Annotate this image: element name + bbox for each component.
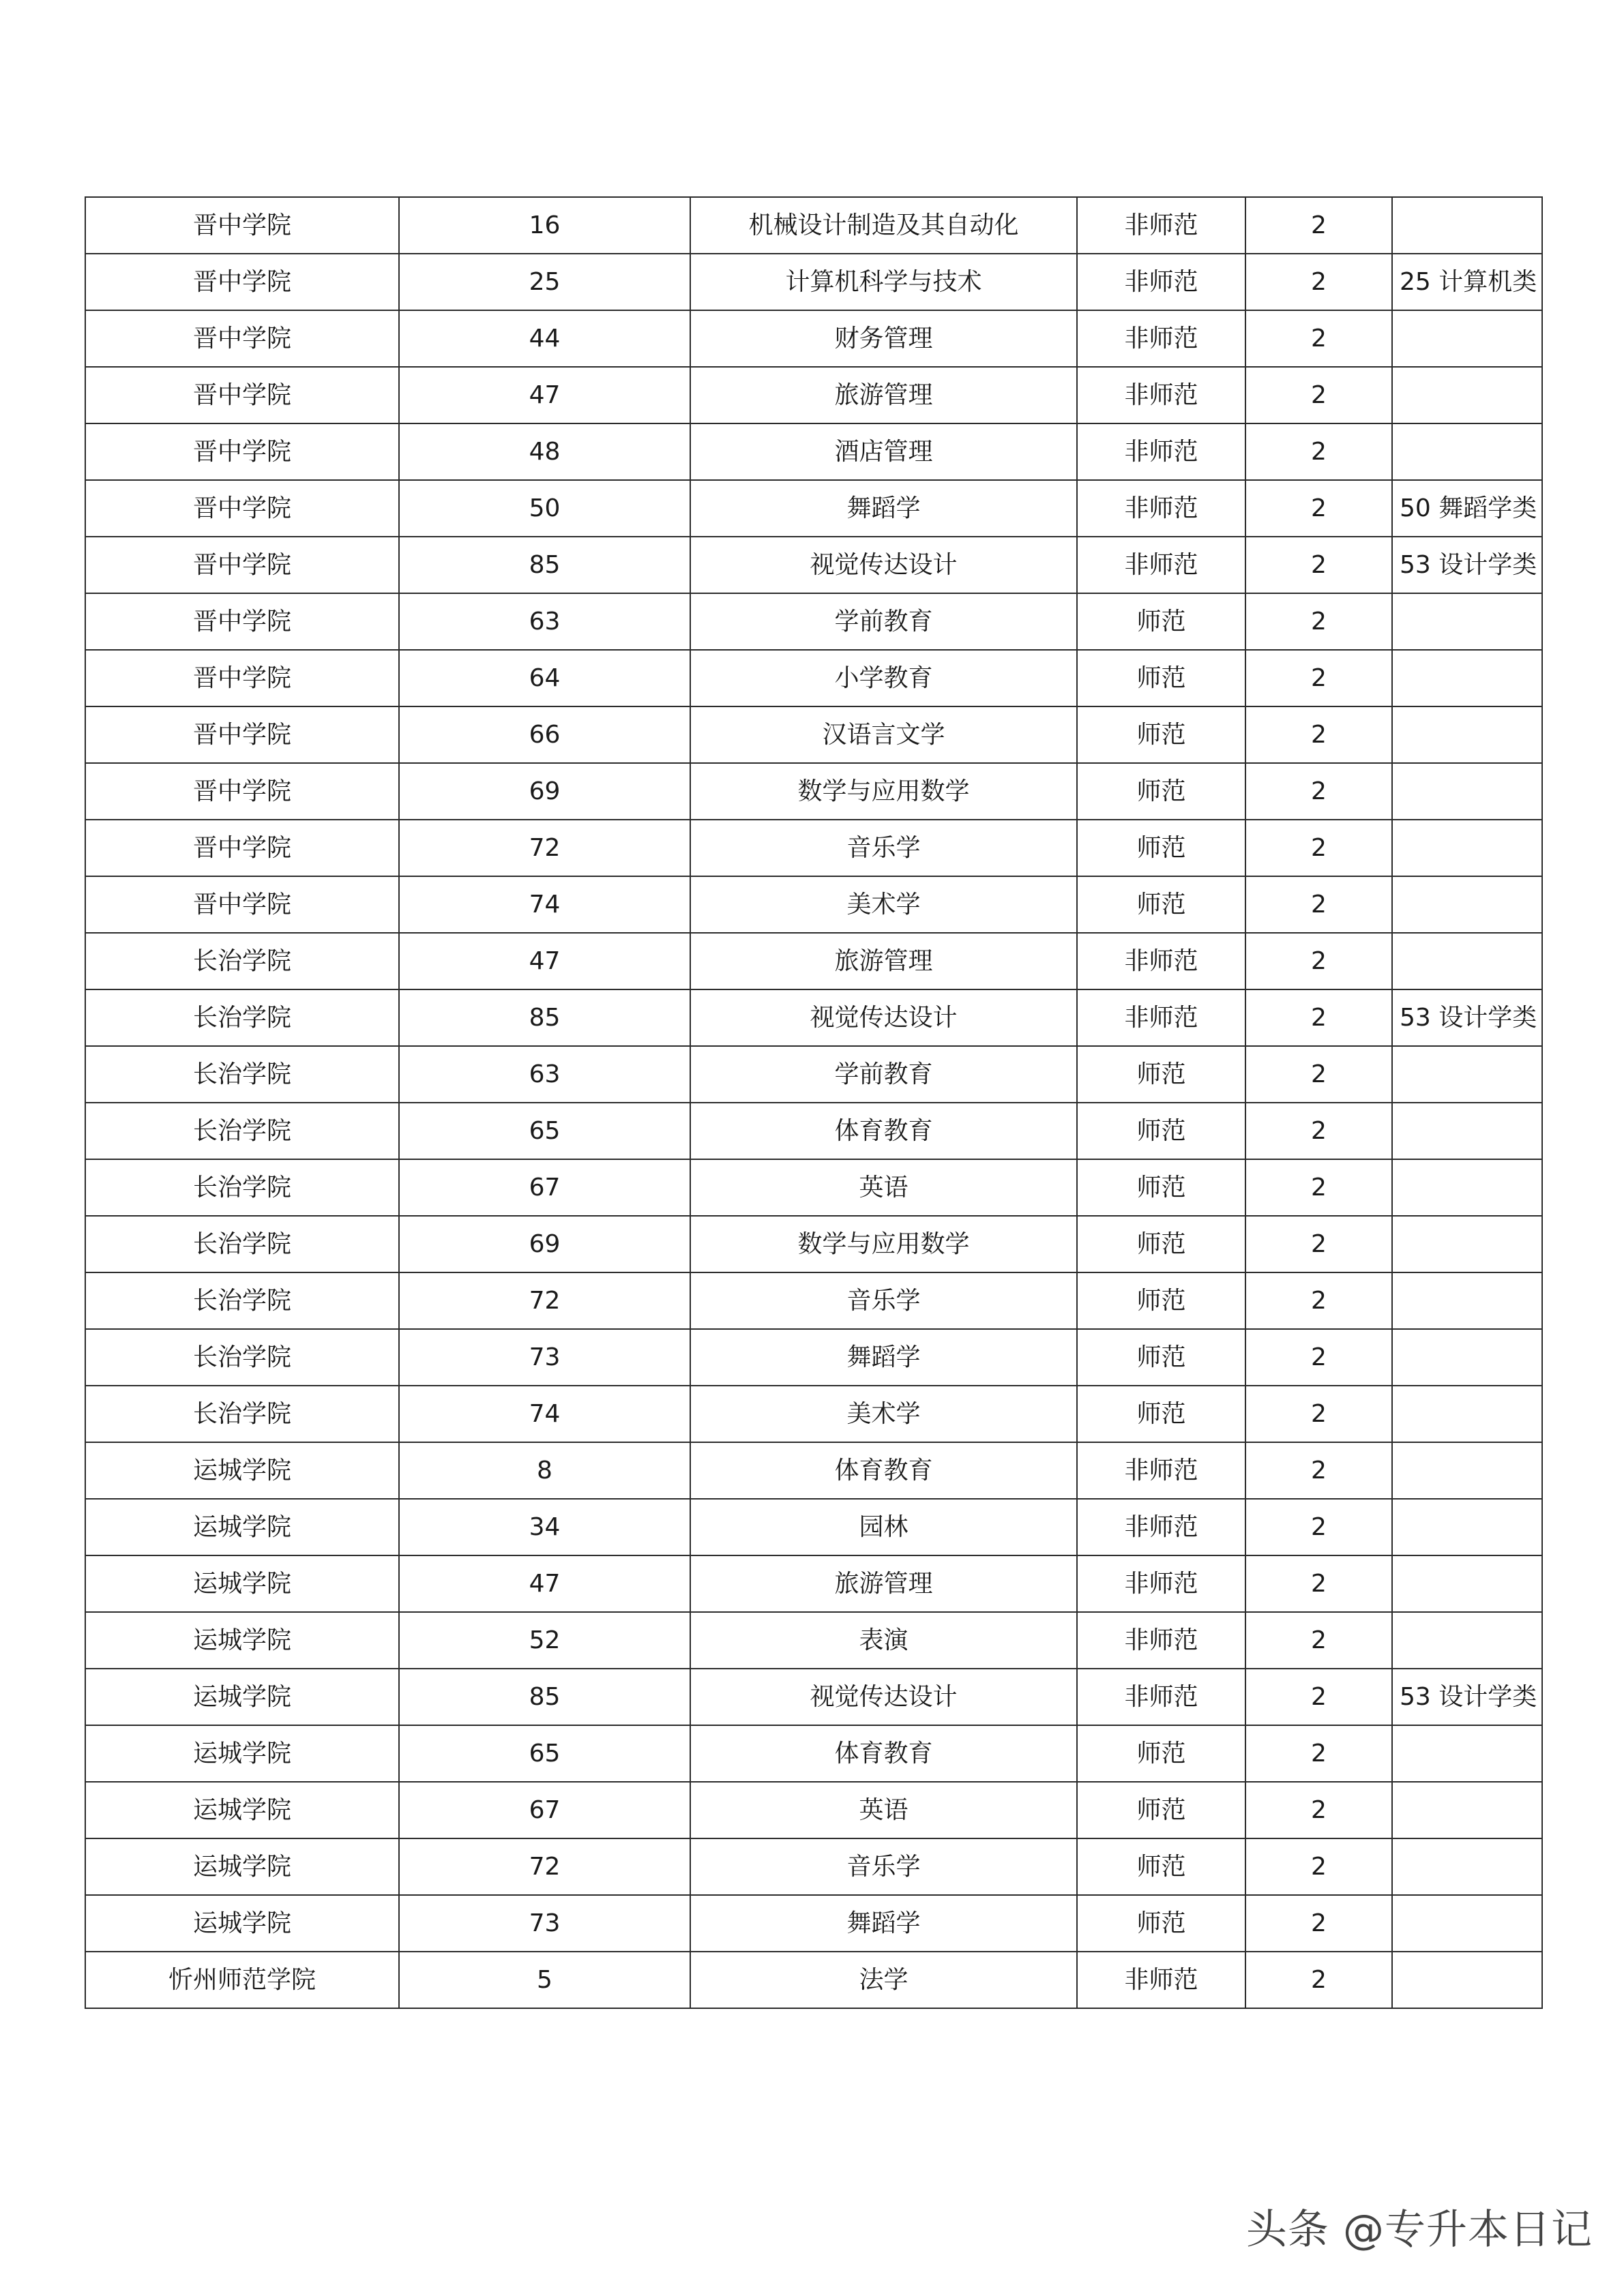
cell-major: 体育教育	[690, 1725, 1077, 1782]
table-row	[85, 1442, 1542, 1499]
cell-years: 2	[1245, 933, 1392, 989]
cell-school: 晋中学院	[85, 197, 399, 254]
cell-note	[1392, 1952, 1542, 2008]
cell-major: 财务管理	[690, 310, 1077, 367]
cell-code: 64	[399, 650, 690, 706]
cell-years: 2	[1245, 1838, 1392, 1895]
cell-years: 2	[1245, 1555, 1392, 1612]
cell-major: 计算机科学与技术	[690, 254, 1077, 310]
cell-note	[1392, 706, 1542, 763]
cell-code: 44	[399, 310, 690, 367]
cell-major: 汉语言文学	[690, 706, 1077, 763]
cell-years: 2	[1245, 706, 1392, 763]
cell-major: 视觉传达设计	[690, 989, 1077, 1046]
cell-type: 非师范	[1077, 537, 1245, 593]
enrollment-table	[85, 196, 1543, 2009]
cell-code: 63	[399, 1046, 690, 1103]
cell-type: 师范	[1077, 1272, 1245, 1329]
table-row	[85, 763, 1542, 820]
table-row	[85, 1386, 1542, 1442]
cell-code: 74	[399, 876, 690, 933]
cell-code: 67	[399, 1159, 690, 1216]
cell-code: 74	[399, 1386, 690, 1442]
cell-years: 2	[1245, 989, 1392, 1046]
cell-type: 师范	[1077, 1895, 1245, 1952]
cell-school: 运城学院	[85, 1555, 399, 1612]
table-row	[85, 1725, 1542, 1782]
table-row	[85, 367, 1542, 423]
cell-code: 8	[399, 1442, 690, 1499]
cell-code: 5	[399, 1952, 690, 2008]
cell-type: 非师范	[1077, 367, 1245, 423]
cell-type: 非师范	[1077, 1952, 1245, 2008]
table-row	[85, 933, 1542, 989]
cell-code: 85	[399, 1669, 690, 1725]
cell-type: 非师范	[1077, 989, 1245, 1046]
cell-school: 运城学院	[85, 1895, 399, 1952]
cell-note	[1392, 1612, 1542, 1669]
cell-type: 师范	[1077, 706, 1245, 763]
cell-code: 63	[399, 593, 690, 650]
cell-type: 师范	[1077, 763, 1245, 820]
cell-school: 晋中学院	[85, 423, 399, 480]
cell-note	[1392, 763, 1542, 820]
cell-years: 2	[1245, 197, 1392, 254]
cell-type: 师范	[1077, 650, 1245, 706]
cell-major: 舞蹈学	[690, 480, 1077, 537]
cell-code: 52	[399, 1612, 690, 1669]
cell-school: 运城学院	[85, 1499, 399, 1555]
cell-major: 音乐学	[690, 820, 1077, 876]
cell-years: 2	[1245, 650, 1392, 706]
cell-school: 长治学院	[85, 1216, 399, 1272]
cell-code: 47	[399, 1555, 690, 1612]
cell-code: 34	[399, 1499, 690, 1555]
cell-school: 长治学院	[85, 989, 399, 1046]
cell-note	[1392, 1272, 1542, 1329]
cell-school: 长治学院	[85, 1386, 399, 1442]
cell-school: 长治学院	[85, 1329, 399, 1386]
cell-years: 2	[1245, 1103, 1392, 1159]
cell-major: 英语	[690, 1782, 1077, 1838]
cell-code: 48	[399, 423, 690, 480]
table-row	[85, 310, 1542, 367]
cell-years: 2	[1245, 310, 1392, 367]
cell-years: 2	[1245, 1952, 1392, 2008]
table-row	[85, 1612, 1542, 1669]
cell-school: 晋中学院	[85, 254, 399, 310]
cell-major: 学前教育	[690, 593, 1077, 650]
table-row	[85, 1895, 1542, 1952]
cell-school: 晋中学院	[85, 310, 399, 367]
cell-note: 53 设计学类	[1392, 1669, 1542, 1725]
cell-major: 体育教育	[690, 1103, 1077, 1159]
cell-major: 学前教育	[690, 1046, 1077, 1103]
cell-type: 师范	[1077, 1159, 1245, 1216]
cell-code: 69	[399, 763, 690, 820]
cell-school: 运城学院	[85, 1442, 399, 1499]
table-row	[85, 1159, 1542, 1216]
cell-years: 2	[1245, 1046, 1392, 1103]
table-row	[85, 1499, 1542, 1555]
cell-note: 25 计算机类	[1392, 254, 1542, 310]
cell-major: 酒店管理	[690, 423, 1077, 480]
cell-school: 晋中学院	[85, 537, 399, 593]
cell-school: 运城学院	[85, 1782, 399, 1838]
table-row	[85, 480, 1542, 537]
cell-type: 非师范	[1077, 423, 1245, 480]
cell-major: 舞蹈学	[690, 1329, 1077, 1386]
cell-years: 2	[1245, 1782, 1392, 1838]
table-row	[85, 1838, 1542, 1895]
cell-school: 晋中学院	[85, 593, 399, 650]
cell-note	[1392, 876, 1542, 933]
cell-school: 长治学院	[85, 1046, 399, 1103]
cell-years: 2	[1245, 423, 1392, 480]
cell-note: 53 设计学类	[1392, 537, 1542, 593]
cell-type: 师范	[1077, 1329, 1245, 1386]
cell-years: 2	[1245, 1329, 1392, 1386]
cell-major: 体育教育	[690, 1442, 1077, 1499]
table-row	[85, 537, 1542, 593]
cell-note	[1392, 1555, 1542, 1612]
table-row	[85, 876, 1542, 933]
cell-type: 师范	[1077, 1725, 1245, 1782]
cell-code: 69	[399, 1216, 690, 1272]
cell-major: 表演	[690, 1612, 1077, 1669]
table-row	[85, 989, 1542, 1046]
cell-school: 晋中学院	[85, 367, 399, 423]
table-row	[85, 423, 1542, 480]
cell-note	[1392, 423, 1542, 480]
cell-years: 2	[1245, 1499, 1392, 1555]
cell-note	[1392, 1442, 1542, 1499]
cell-years: 2	[1245, 1159, 1392, 1216]
cell-major: 旅游管理	[690, 933, 1077, 989]
cell-school: 晋中学院	[85, 706, 399, 763]
cell-note: 50 舞蹈学类	[1392, 480, 1542, 537]
cell-note	[1392, 1329, 1542, 1386]
cell-school: 晋中学院	[85, 650, 399, 706]
cell-major: 美术学	[690, 876, 1077, 933]
cell-note	[1392, 367, 1542, 423]
cell-years: 2	[1245, 593, 1392, 650]
cell-school: 长治学院	[85, 1103, 399, 1159]
cell-note	[1392, 593, 1542, 650]
table-row	[85, 1555, 1542, 1612]
cell-school: 长治学院	[85, 1159, 399, 1216]
cell-major: 音乐学	[690, 1838, 1077, 1895]
cell-type: 非师范	[1077, 1669, 1245, 1725]
table-row	[85, 820, 1542, 876]
cell-type: 非师范	[1077, 1612, 1245, 1669]
cell-major: 视觉传达设计	[690, 537, 1077, 593]
cell-major: 英语	[690, 1159, 1077, 1216]
cell-school: 运城学院	[85, 1669, 399, 1725]
cell-note	[1392, 650, 1542, 706]
cell-years: 2	[1245, 876, 1392, 933]
cell-code: 16	[399, 197, 690, 254]
cell-years: 2	[1245, 1216, 1392, 1272]
cell-type: 师范	[1077, 1216, 1245, 1272]
cell-code: 47	[399, 367, 690, 423]
cell-code: 25	[399, 254, 690, 310]
cell-type: 非师范	[1077, 933, 1245, 989]
cell-type: 师范	[1077, 593, 1245, 650]
cell-years: 2	[1245, 1612, 1392, 1669]
cell-major: 数学与应用数学	[690, 1216, 1077, 1272]
cell-note	[1392, 1103, 1542, 1159]
table-row	[85, 1669, 1542, 1725]
cell-years: 2	[1245, 1386, 1392, 1442]
cell-code: 65	[399, 1725, 690, 1782]
cell-years: 2	[1245, 367, 1392, 423]
cell-major: 数学与应用数学	[690, 763, 1077, 820]
cell-type: 师范	[1077, 1103, 1245, 1159]
table-row	[85, 1216, 1542, 1272]
cell-type: 师范	[1077, 820, 1245, 876]
table-row	[85, 1272, 1542, 1329]
cell-note	[1392, 1216, 1542, 1272]
cell-note	[1392, 1159, 1542, 1216]
cell-code: 72	[399, 1272, 690, 1329]
cell-school: 运城学院	[85, 1838, 399, 1895]
cell-code: 85	[399, 537, 690, 593]
cell-code: 67	[399, 1782, 690, 1838]
cell-code: 73	[399, 1329, 690, 1386]
cell-type: 非师范	[1077, 310, 1245, 367]
table-row	[85, 1329, 1542, 1386]
cell-school: 长治学院	[85, 933, 399, 989]
cell-code: 85	[399, 989, 690, 1046]
cell-major: 美术学	[690, 1386, 1077, 1442]
cell-note	[1392, 933, 1542, 989]
cell-type: 非师范	[1077, 1442, 1245, 1499]
table-row	[85, 1782, 1542, 1838]
cell-note	[1392, 1046, 1542, 1103]
cell-type: 非师范	[1077, 254, 1245, 310]
cell-school: 晋中学院	[85, 763, 399, 820]
cell-years: 2	[1245, 1442, 1392, 1499]
cell-type: 非师范	[1077, 1499, 1245, 1555]
cell-note	[1392, 1895, 1542, 1952]
cell-type: 非师范	[1077, 197, 1245, 254]
table-row	[85, 1046, 1542, 1103]
cell-note	[1392, 820, 1542, 876]
cell-years: 2	[1245, 1725, 1392, 1782]
cell-major: 园林	[690, 1499, 1077, 1555]
cell-type: 非师范	[1077, 1555, 1245, 1612]
cell-major: 旅游管理	[690, 1555, 1077, 1612]
cell-type: 师范	[1077, 1782, 1245, 1838]
cell-major: 舞蹈学	[690, 1895, 1077, 1952]
cell-school: 运城学院	[85, 1725, 399, 1782]
cell-years: 2	[1245, 480, 1392, 537]
cell-school: 晋中学院	[85, 820, 399, 876]
cell-note	[1392, 1782, 1542, 1838]
cell-major: 小学教育	[690, 650, 1077, 706]
cell-major: 机械设计制造及其自动化	[690, 197, 1077, 254]
cell-code: 50	[399, 480, 690, 537]
table-row	[85, 593, 1542, 650]
cell-type: 师范	[1077, 1838, 1245, 1895]
cell-school: 忻州师范学院	[85, 1952, 399, 2008]
cell-school: 晋中学院	[85, 480, 399, 537]
cell-code: 47	[399, 933, 690, 989]
cell-years: 2	[1245, 763, 1392, 820]
cell-note: 53 设计学类	[1392, 989, 1542, 1046]
table-row	[85, 197, 1542, 254]
cell-years: 2	[1245, 820, 1392, 876]
cell-code: 66	[399, 706, 690, 763]
cell-type: 非师范	[1077, 480, 1245, 537]
cell-note	[1392, 1725, 1542, 1782]
cell-years: 2	[1245, 1272, 1392, 1329]
cell-major: 视觉传达设计	[690, 1669, 1077, 1725]
cell-major: 音乐学	[690, 1272, 1077, 1329]
cell-type: 师范	[1077, 876, 1245, 933]
table-row	[85, 254, 1542, 310]
table-row	[85, 1103, 1542, 1159]
cell-type: 师范	[1077, 1386, 1245, 1442]
cell-code: 72	[399, 1838, 690, 1895]
cell-note	[1392, 197, 1542, 254]
watermark-text: 头条 @专升本日记	[1245, 2206, 1593, 2254]
cell-school: 晋中学院	[85, 876, 399, 933]
cell-school: 运城学院	[85, 1612, 399, 1669]
cell-major: 法学	[690, 1952, 1077, 2008]
cell-code: 72	[399, 820, 690, 876]
cell-note	[1392, 1386, 1542, 1442]
cell-years: 2	[1245, 537, 1392, 593]
cell-note	[1392, 1499, 1542, 1555]
table-row	[85, 650, 1542, 706]
table-row	[85, 706, 1542, 763]
table-body	[85, 197, 1542, 2008]
cell-type: 师范	[1077, 1046, 1245, 1103]
cell-code: 65	[399, 1103, 690, 1159]
table-row	[85, 1952, 1542, 2008]
cell-note	[1392, 1838, 1542, 1895]
cell-school: 长治学院	[85, 1272, 399, 1329]
cell-years: 2	[1245, 1669, 1392, 1725]
cell-years: 2	[1245, 1895, 1392, 1952]
cell-major: 旅游管理	[690, 367, 1077, 423]
cell-code: 73	[399, 1895, 690, 1952]
cell-note	[1392, 310, 1542, 367]
cell-years: 2	[1245, 254, 1392, 310]
